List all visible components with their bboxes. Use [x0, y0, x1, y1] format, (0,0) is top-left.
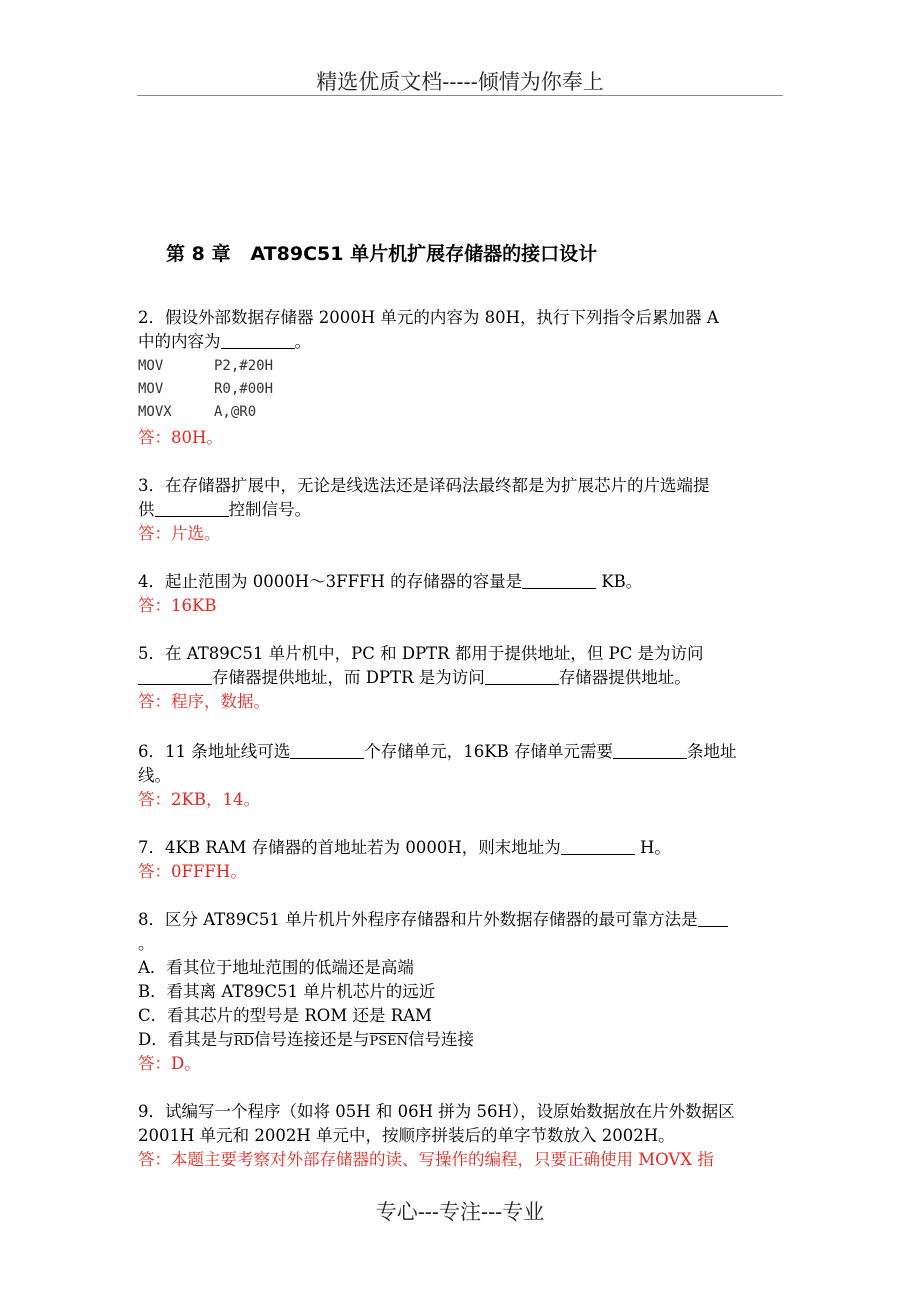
- q9-answer: 答：本题主要考察对外部存储器的读、写操作的编程，只要正确使用 MOVX 指: [138, 1150, 714, 1169]
- header-rule: [137, 95, 783, 96]
- q9-line2: 2001H 单元和 2002H 单元中，按顺序拼装后的单字节数放入 2002H。: [138, 1126, 675, 1145]
- q8-option-b: B．看其离 AT89C51 单片机芯片的远近: [138, 982, 436, 1001]
- q8-option-d: D．看其是与$\overline{RD}$信号连接还是与PSEN信号连接: [138, 1030, 474, 1049]
- q5-line2: 存储器提供地址，而 DPTR 是为访问 存储器提供地址。: [138, 666, 691, 690]
- q8-answer: 答：D。: [138, 1054, 201, 1073]
- q8-line2: 。: [138, 934, 155, 953]
- q2-line1: 2．假设外部数据存储器 2000H 单元的内容为 80H，执行下列指令后累加器 A: [138, 308, 719, 327]
- rd-signal: $\overline{RD}$: [233, 1034, 254, 1049]
- q6-answer: 答：2KB，14。: [138, 790, 260, 809]
- q5-line1: 5．在 AT89C51 单片机中，PC 和 DPTR 都用于提供地址，但 PC 是为访问: [138, 644, 704, 663]
- q3-line1: 3．在存储器扩展中，无论是线选法还是译码法最终都是为扩展芯片的片选端提: [138, 476, 710, 495]
- q4-answer: 答：16KB: [138, 596, 217, 615]
- q2-code-line: MOVX A,@R0: [138, 404, 257, 420]
- q8-option-c: C．看其芯片的型号是 ROM 还是 RAM: [138, 1006, 432, 1025]
- q2-line2: 中的内容为 。: [138, 332, 311, 351]
- q3-line2: 供 控制信号。: [138, 500, 311, 519]
- q7-answer: 答：0FFFH。: [138, 862, 247, 881]
- q8-line1: 8．区分 AT89C51 单片机片外程序存储器和片外数据存储器的最可靠方法是: [138, 908, 728, 932]
- q3-answer: 答：片选。: [138, 524, 221, 543]
- page-footer: 专心---专注---专业: [375, 1200, 545, 1224]
- q6-line2: 线。: [138, 766, 171, 785]
- q6-line1: 6．11 条地址线可选 个存储单元，16KB 存储单元需要 条地址: [138, 742, 737, 761]
- q2-code-line: MOV R0,#00H: [138, 381, 274, 397]
- chapter-subject: AT89C51 单片机扩展存储器的接口设计: [250, 243, 598, 265]
- q8-option-a: A．看其位于地址范围的低端还是高端: [138, 958, 414, 977]
- page-header: 精选优质文档-----倾情为你奉上: [316, 70, 604, 94]
- q2-answer: 答：80H。: [138, 428, 223, 447]
- chapter-number: 第 8 章: [166, 243, 231, 265]
- chapter-title: [166, 239, 597, 266]
- q9-line1: 9．试编写一个程序（如将 05H 和 06H 拼为 56H），设原始数据放在片外数据区: [138, 1102, 735, 1121]
- q2-code-line: MOV P2,#20H: [138, 358, 274, 374]
- psen-signal: PSEN: [369, 1034, 408, 1049]
- q5-answer: 答：程序，数据。: [138, 692, 270, 711]
- q4-line: 4．起止范围为 0000H～3FFFH 的存储器的容量是 KB。: [138, 572, 643, 591]
- q7-line: 7．4KB RAM 存储器的首地址若为 0000H，则末地址为 H。: [138, 838, 671, 857]
